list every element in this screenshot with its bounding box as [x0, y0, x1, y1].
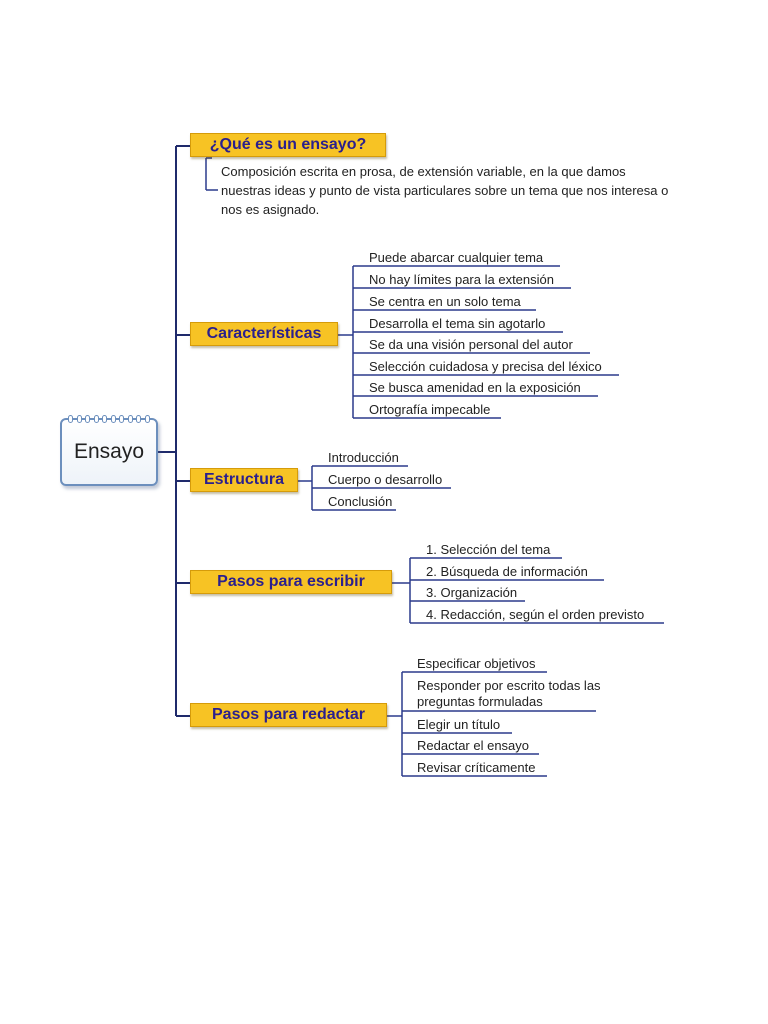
leaf-item: Elegir un título [417, 717, 501, 732]
leaf-item: Introducción [328, 450, 399, 465]
branch-label: ¿Qué es un ensayo? [209, 136, 367, 153]
root-node-ensayo [60, 418, 158, 486]
leaf-item: Se centra en un solo tema [369, 294, 521, 309]
leaf-item: No hay límites para la extensión [369, 272, 554, 287]
leaf-item: Desarrolla el tema sin agotarlo [369, 316, 546, 331]
branch-pasos-para-redactar [190, 703, 387, 727]
leaf-item: Responder por escrito todas las preguntas formuladas [417, 678, 601, 709]
branch-que-es-un-ensayo [190, 133, 386, 157]
leaf-item: Se da una visión personal del autor [369, 337, 573, 352]
leaf-item: Conclusión [328, 494, 393, 509]
leaf-item: Se busca amenidad en la exposición [369, 380, 581, 395]
branch-label: Pasos para escribir [217, 573, 365, 590]
branch-label: Características [206, 325, 322, 342]
leaf-item: 1. Selección del tema [426, 542, 551, 557]
leaf-item: Ortografía impecable [369, 402, 491, 417]
branch-caracteristicas [190, 322, 338, 346]
leaf-item: Selección cuidadosa y precisa del léxico [369, 359, 602, 374]
leaf-item: Revisar críticamente [417, 760, 536, 775]
branch-label: Pasos para redactar [212, 706, 365, 723]
leaf-item: 2. Búsqueda de información [426, 564, 588, 579]
leaf-item: Puede abarcar cualquier tema [369, 250, 544, 265]
branch-label: Estructura [203, 471, 285, 488]
leaf-item: 4. Redacción, según el orden previsto [426, 607, 645, 622]
notebook-rings [68, 415, 150, 423]
leaf-item: Especificar objetivos [417, 656, 536, 671]
branch-pasos-para-escribir [190, 570, 392, 594]
root-label: Ensayo [73, 440, 145, 463]
leaf-item: 3. Organización [426, 585, 518, 600]
leaf-item: Cuerpo o desarrollo [328, 472, 443, 487]
definition-text: Composición escrita en prosa, de extensión variable, en la que damos nuestras ideas y punto de vista particulares sobre un tema que nos interesa o nos es asignado. [221, 164, 669, 217]
leaf-item: Redactar el ensayo [417, 738, 530, 753]
branch-estructura [190, 468, 298, 492]
